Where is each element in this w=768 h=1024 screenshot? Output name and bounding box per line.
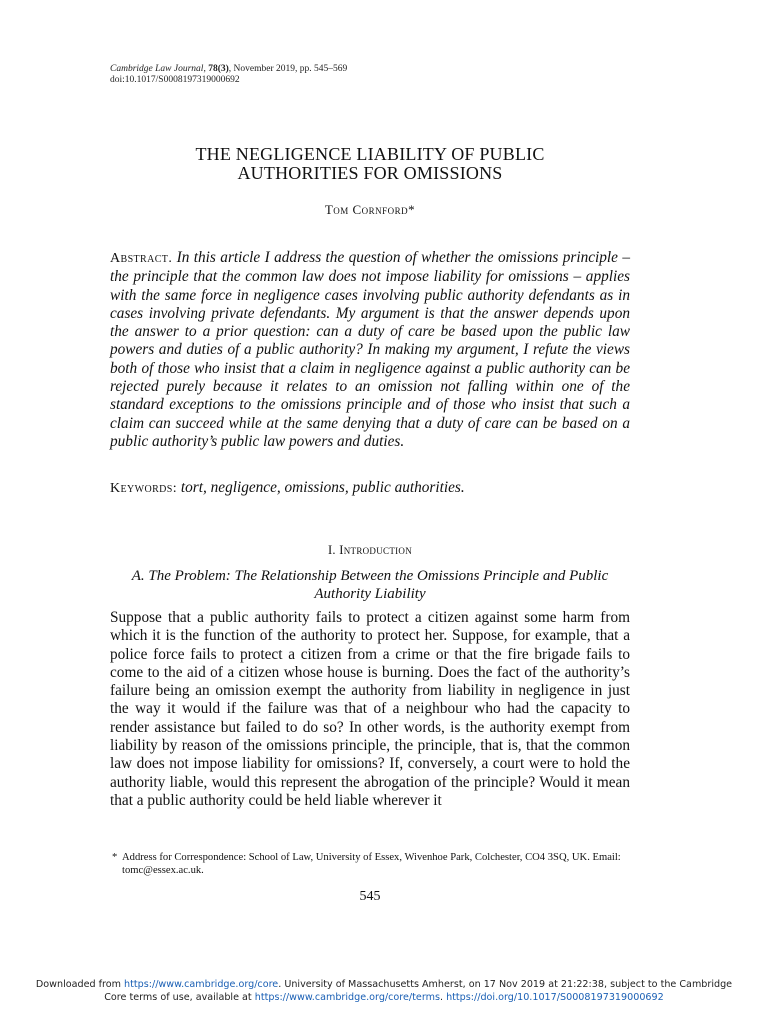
- abstract: [110, 249, 630, 451]
- abstract-text: In this article I address the question of whether the omissions principle – the principle that the common law does not impose liability for omissions – applies with the same force in negligence cases involving public authority defendants as in cases involving private defendants. My argument is that the answer depends upon the answer to a prior question: can a duty of care be based upon the public law powers and duties of a public authority? In making my argument, I refute the views both of those who insist that a claim in negligence against a public authority can be rejected purely because it relates to an omission not falling within one of the standard exceptions to the omissions principle and of those who insist that such a claim can succeed while at the same denying that a duty of care can be based on a public authority’s public law powers and duties.: [110, 249, 630, 450]
- section-heading: I. Introduction: [327, 543, 413, 557]
- subsection-heading: A. The Problem: The Relationship Between the Omissions Principle and Public Authority Liability: [131, 568, 609, 602]
- footnote: [112, 851, 632, 877]
- keywords-label: Keywords:: [110, 481, 178, 496]
- download-notice: Downloaded from https://www.cambridge.org/core. University of Massachusetts Amherst, on 17 Nov 2019 at 21:22:38, subject to the Cambridge Core terms of use, available at https://www.cambridge.org/core/terms. https://doi.org/10.1017/S0008197319000692: [35, 979, 733, 1003]
- keywords-text: tort, negligence, omissions, public authorities.: [180, 479, 465, 496]
- journal-volume: 78(3): [208, 64, 229, 74]
- journal-header: [110, 64, 347, 86]
- doi: doi:10.1017/S0008197319000692: [110, 75, 240, 85]
- journal-details: , November 2019, pp. 545–569: [228, 64, 348, 74]
- cambridge-core-link[interactable]: https://www.cambridge.org/core: [124, 979, 279, 990]
- abstract-label: Abstract.: [110, 251, 173, 266]
- doi-link[interactable]: https://doi.org/10.1017/S0008197319000692: [446, 992, 664, 1003]
- journal-name: Cambridge Law Journal: [110, 64, 204, 74]
- body-paragraph: Suppose that a public authority fails to protect a citizen against some harm from which it is the function of the authority to protect her. Suppose, for example, that a police force fails to protect a citizen from a crime or that the fire brigade fails to come to the aid of a citizen whose house is burning. Does the fact of the authority’s failure being an omission exempt the authority from liability in negligence in just the way it would if the failure was that of a neighbour who had the capacity to render assistance but failed to do so? In other words, is the authority exempt from liability by reason of the omissions principle, the principle, that is, that the common law does not impose liability for omissions? If, conversely, a court were to hold the authority liable, would this represent the abrogation of the principle? Would it mean that a public authority could be held liable wherever it: [110, 609, 630, 809]
- page-number: 545: [359, 889, 381, 904]
- article-title: THE NEGLIGENCE LIABILITY OF PUBLIC AUTHORITIES FOR OMISSIONS: [195, 144, 545, 183]
- keywords: [110, 479, 630, 498]
- citation-line: Cambridge Law Journal, 78(3), November 2019, pp. 545–569: [110, 64, 348, 74]
- footnote-text: Address for Correspondence: School of Law, University of Essex, Wivenhoe Park, Colchester, CO4 3SQ, UK. Email: tomc@essex.ac.uk.: [122, 852, 621, 876]
- author-name: Tom Cornford*: [324, 202, 416, 217]
- footnote-mark: *: [112, 852, 118, 863]
- terms-link[interactable]: https://www.cambridge.org/core/terms: [254, 992, 440, 1003]
